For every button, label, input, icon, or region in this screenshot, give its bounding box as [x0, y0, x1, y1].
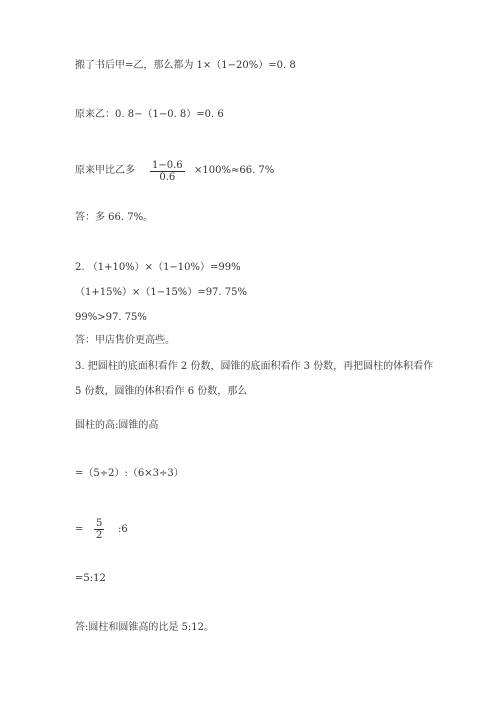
text-line-q2-calc1: 2. （1+10%）×（1−10%）=99%: [75, 262, 241, 273]
text-line-jia-more-suffix: ×100%≈66. 7%: [194, 165, 275, 176]
text-line-q2-compare: 99%>97. 75%: [75, 312, 147, 323]
text-line-ratio-step2-prefix: =: [75, 524, 84, 535]
answer-part2: 答：甲店售价更高些。: [75, 335, 175, 346]
text-line-ratio-label: 圆柱的高:圆锥的高: [75, 420, 159, 431]
fraction-numerator: 5: [96, 518, 103, 529]
text-line-q2-calc2: （1+15%）×（1−15%）=97. 75%: [75, 287, 248, 298]
text-line-ratio-step2-suffix: :6: [118, 524, 128, 535]
fraction-denominator: 2: [96, 530, 103, 541]
text-line-ratio-step1: =（5÷2）:（6×3÷3）: [75, 468, 184, 479]
text-line-q3-intro-1: 3. 把圆柱的底面积看作 2 份数，圆锥的底面积看作 3 份数，再把圆柱的体积看作: [75, 361, 434, 372]
text-line-original-yi: 原来乙：0. 8−（1−0. 8）=0. 6: [75, 109, 224, 120]
text-line-moved-books: 搬了书后甲=乙，那么都为 1×（1−20%）=0. 8: [75, 60, 296, 71]
fraction-five-halves: [94, 518, 104, 541]
text-line-ratio-step3: =5:12: [75, 573, 106, 584]
fraction-denominator: 0.6: [159, 172, 176, 183]
answer-part1: 答：多 66. 7%。: [75, 212, 154, 223]
fraction-numerator: 1−0.6: [152, 160, 183, 171]
text-line-q3-intro-2: 5 份数，圆锥的体积看作 6 份数，那么: [75, 386, 248, 397]
text-line-jia-more-prefix: 原来甲比乙多: [75, 165, 135, 176]
fraction-jia-more: [150, 160, 185, 183]
answer-part3: 答:圆柱和圆锥高的比是 5:12。: [75, 622, 215, 633]
